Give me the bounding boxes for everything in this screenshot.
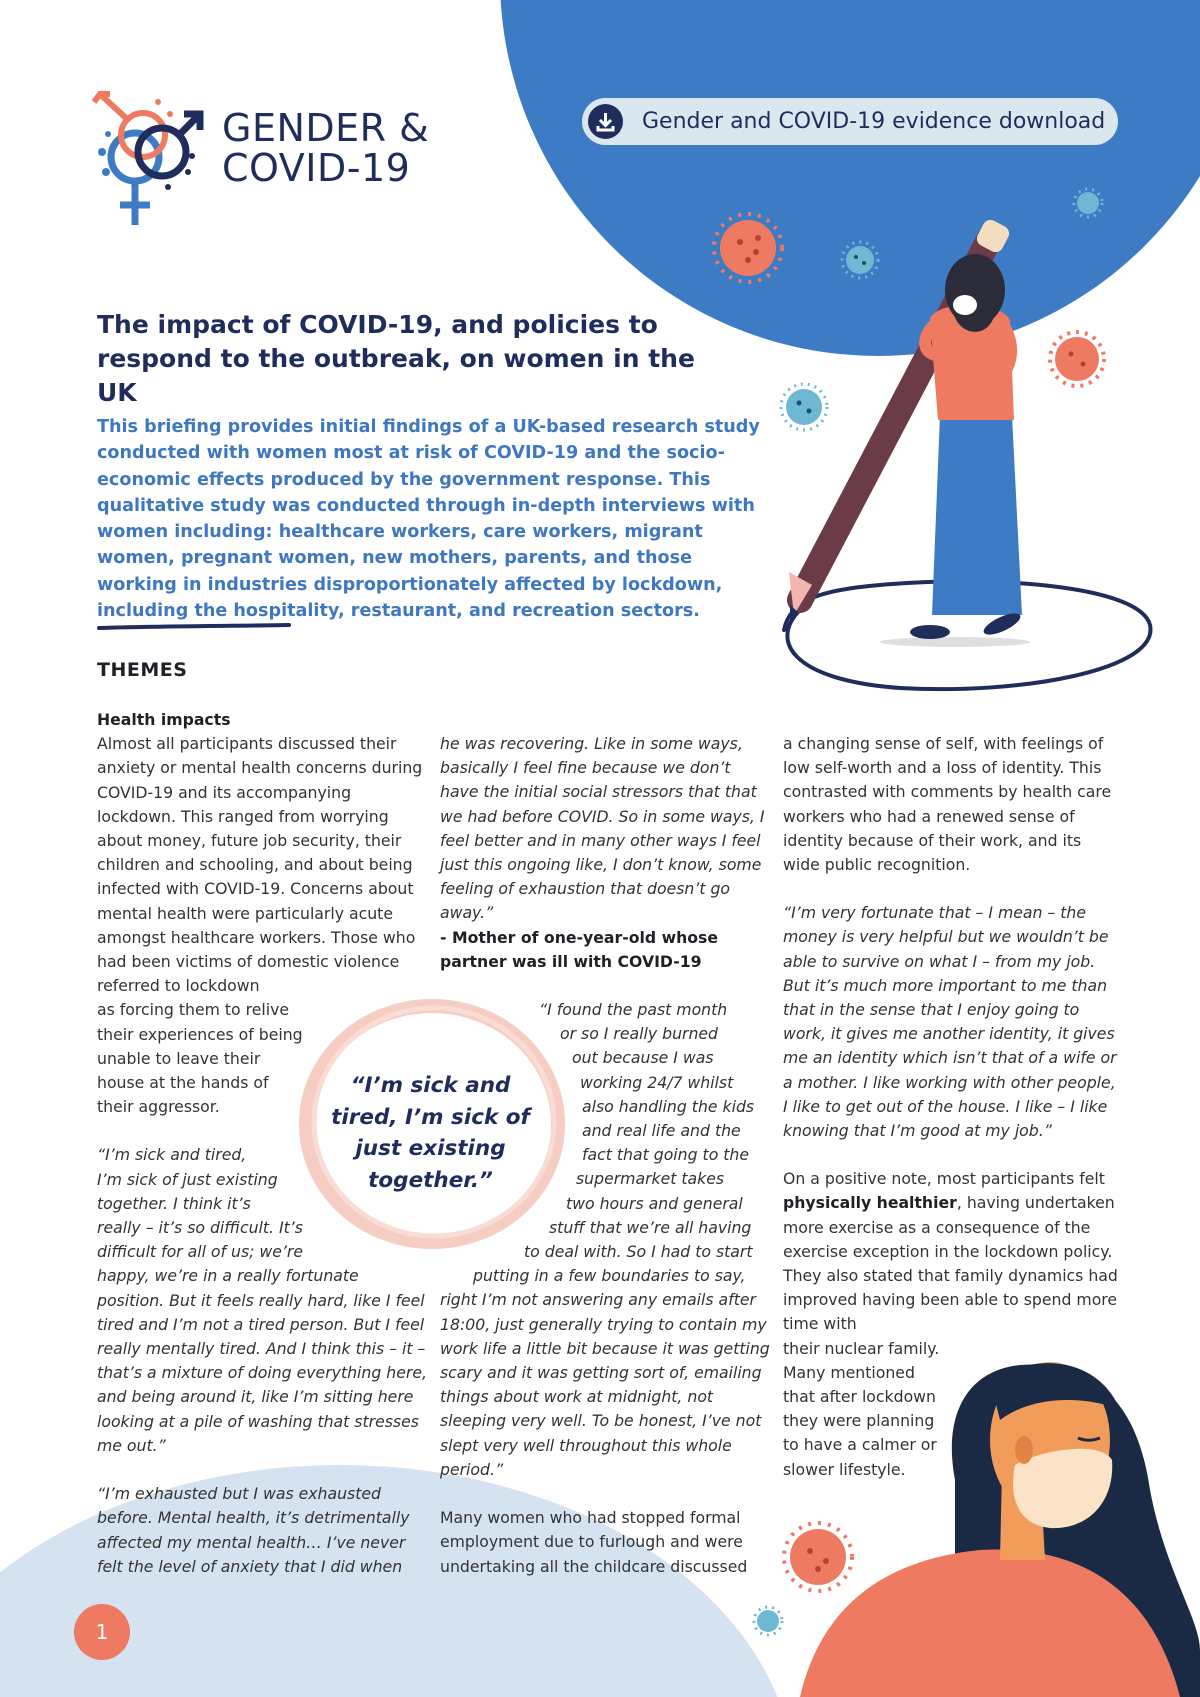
quote-wrap-line: out because I was bbox=[572, 1048, 714, 1068]
virus-icon bbox=[842, 242, 878, 278]
quote-1-continued: happy, we’re in a really fortunate position. But it feels really hard, like I feel tired and I’m not a tired person. But I feel really mentally tired. And I think this – it – that’s a mixture of doing everything here, and being around it, like I’m sitting here looking at a pile of washing that stresses me out.” bbox=[97, 1266, 427, 1455]
page-title bbox=[97, 308, 737, 410]
quote-wrap-line: working 24/7 whilst bbox=[580, 1072, 734, 1092]
intro-paragraph: This briefing provides initial findings of a UK-based research study conducted with women most at risk of COVID-19 and the socio-economic effects produced by the government response. This qualitative study was conducted through in-depth interviews with women including: healthcare workers, care workers, migrant women, pregnant women, new mothers, parents, and those working in industries disproportionately affected by lockdown, including the hospitality, restaurant, and recreation sectors. bbox=[97, 417, 760, 622]
column-3 bbox=[783, 732, 1118, 1482]
quote-wrap-line: really – it’s so difficult. It’s bbox=[97, 1218, 303, 1238]
wrap-line: that after lockdown bbox=[783, 1387, 936, 1407]
wrap-line: their experiences of being bbox=[97, 1024, 303, 1044]
logo-wordmark bbox=[222, 108, 429, 188]
wrap-line: house at the hands of bbox=[97, 1073, 269, 1093]
quote-wrap-line: to deal with. So I had to start bbox=[524, 1242, 753, 1262]
quote-wrap-line: two hours and general bbox=[566, 1193, 743, 1213]
logo-line-1: GENDER & bbox=[222, 106, 430, 150]
positive-note-paragraph bbox=[783, 1167, 1118, 1336]
wrap-line: to have a calmer or bbox=[783, 1435, 937, 1455]
quote-wrap-line: supermarket takes bbox=[576, 1169, 725, 1189]
download-icon bbox=[588, 104, 623, 139]
evidence-download-button[interactable] bbox=[582, 98, 1118, 145]
virus-icon bbox=[754, 1607, 782, 1635]
quote-wrap-line: or so I really burned bbox=[560, 1024, 719, 1044]
physically-healthier-emphasis: physically healthier bbox=[783, 1193, 957, 1213]
blue-backdrop-circle bbox=[500, 0, 1200, 356]
wrap-line: as forcing them to relive bbox=[97, 1000, 290, 1020]
quote-wrap-line: “I found the past month bbox=[539, 1000, 728, 1020]
mars-navy-symbol-icon bbox=[138, 114, 200, 176]
health-impacts-paragraph: Almost all participants discussed their anxiety or mental health concerns during COVID-19 and its accompanying lockdown. This ranged from worrying about money, future job security, their children and schooling, and about being infected with COVID-19. Concerns about mental health were particularly acute amongst healthcare workers. Those who had been victims of domestic violence referred to lockdown bbox=[97, 734, 423, 996]
logo-line-2: COVID-19 bbox=[222, 146, 411, 190]
title-line-2: respond to the outbreak, on women in the UK bbox=[97, 344, 695, 407]
pull-quote: “I’m sick and tired, I’m sick of just existing together.” bbox=[331, 1073, 530, 1193]
wrap-line: Many mentioned bbox=[783, 1362, 915, 1382]
quote-wrap-line: putting in a few boundaries to say, bbox=[473, 1266, 746, 1286]
brush-divider bbox=[97, 622, 292, 632]
themes-heading: THEMES bbox=[97, 659, 188, 681]
quote-wrap-line: difficult for all of us; we’re bbox=[97, 1242, 303, 1262]
quote-wrap-line: also handling the kids bbox=[582, 1096, 755, 1116]
title-line-1: The impact of COVID-19, and policies to bbox=[97, 310, 658, 339]
wrap-line: their nuclear family. bbox=[783, 1338, 940, 1358]
positive-note-rest: , having undertaken more exercise as a consequence of the exercise exception in the lockdown policy. They also stated that family dynamics had improved having been able to spend more time with bbox=[783, 1193, 1118, 1334]
virus-icon bbox=[1050, 332, 1104, 386]
quote-wrap-line: fact that going to the bbox=[582, 1145, 750, 1165]
quote-4: “I’m very fortunate that – I mean – the money is very helpful but we wouldn’t be able to survive on what I – from my job. But it’s much more important to me than that in the sense that I enjoy going to work, it gives me another identity, it gives me an identity which isn’t that of a wife or a mother. I like working with other people, I like to get out of the house. I like – I like knowing that I’m good at my job.” bbox=[783, 903, 1117, 1141]
positive-note-lead: On a positive note, most participants felt bbox=[783, 1169, 1105, 1189]
virus-icon bbox=[784, 1523, 852, 1591]
page-number: 1 bbox=[74, 1604, 130, 1660]
wrap-line: they were planning bbox=[783, 1411, 935, 1431]
health-impacts-subheading: Health impacts bbox=[97, 710, 231, 729]
wrap-line: unable to leave their bbox=[97, 1048, 261, 1068]
wrap-line: slower lifestyle. bbox=[783, 1459, 906, 1479]
download-label: Gender and COVID-19 evidence download bbox=[642, 109, 1106, 134]
quote-wrap-line: together. I think it’s bbox=[97, 1193, 251, 1213]
quote-wrap-line: “I’m sick and tired, bbox=[97, 1145, 247, 1165]
virus-icon bbox=[781, 384, 827, 430]
quote-attribution: - Mother of one-year-old whose partner was ill with COVID-19 bbox=[440, 927, 718, 971]
quote-2-continued: he was recovering. Like in some ways, basically I feel fine because we don’t have the initial social stressors that that we had before COVID. So in some ways, I feel better and in many other ways I feel just this ongoing like, I don’t know, some feeling of exhaustion that doesn’t go away.” bbox=[440, 734, 765, 923]
identity-paragraph: a changing sense of self, with feelings of low self-worth and a loss of identity. This contrasted with comments by health care workers who had a renewed sense of identity because of their work, and its wide public recognition. bbox=[783, 734, 1112, 875]
quote-2: “I’m exhausted but I was exhausted before. Mental health, it’s detrimentally affected my mental health… I’ve never felt the level of anxiety that I did when bbox=[97, 1484, 410, 1576]
quote-wrap-line: and real life and the bbox=[582, 1121, 741, 1141]
quote-3-continued: right I’m not answering any emails after 18:00, just generally trying to contain my work life a little bit because it was getting scary and it was getting sort of, emailing things about work at midnight, not sleeping very well. To be honest, I’ve not slept very well throughout this whole period.” bbox=[440, 1290, 770, 1479]
quote-wrap-line: I’m sick of just existing bbox=[97, 1169, 278, 1189]
wrap-line: their aggressor. bbox=[97, 1097, 220, 1117]
quote-wrap-line: stuff that we’re all having bbox=[549, 1217, 752, 1237]
furlough-paragraph: Many women who had stopped formal employment due to furlough and were undertaking all the childcare discussed bbox=[440, 1508, 748, 1576]
